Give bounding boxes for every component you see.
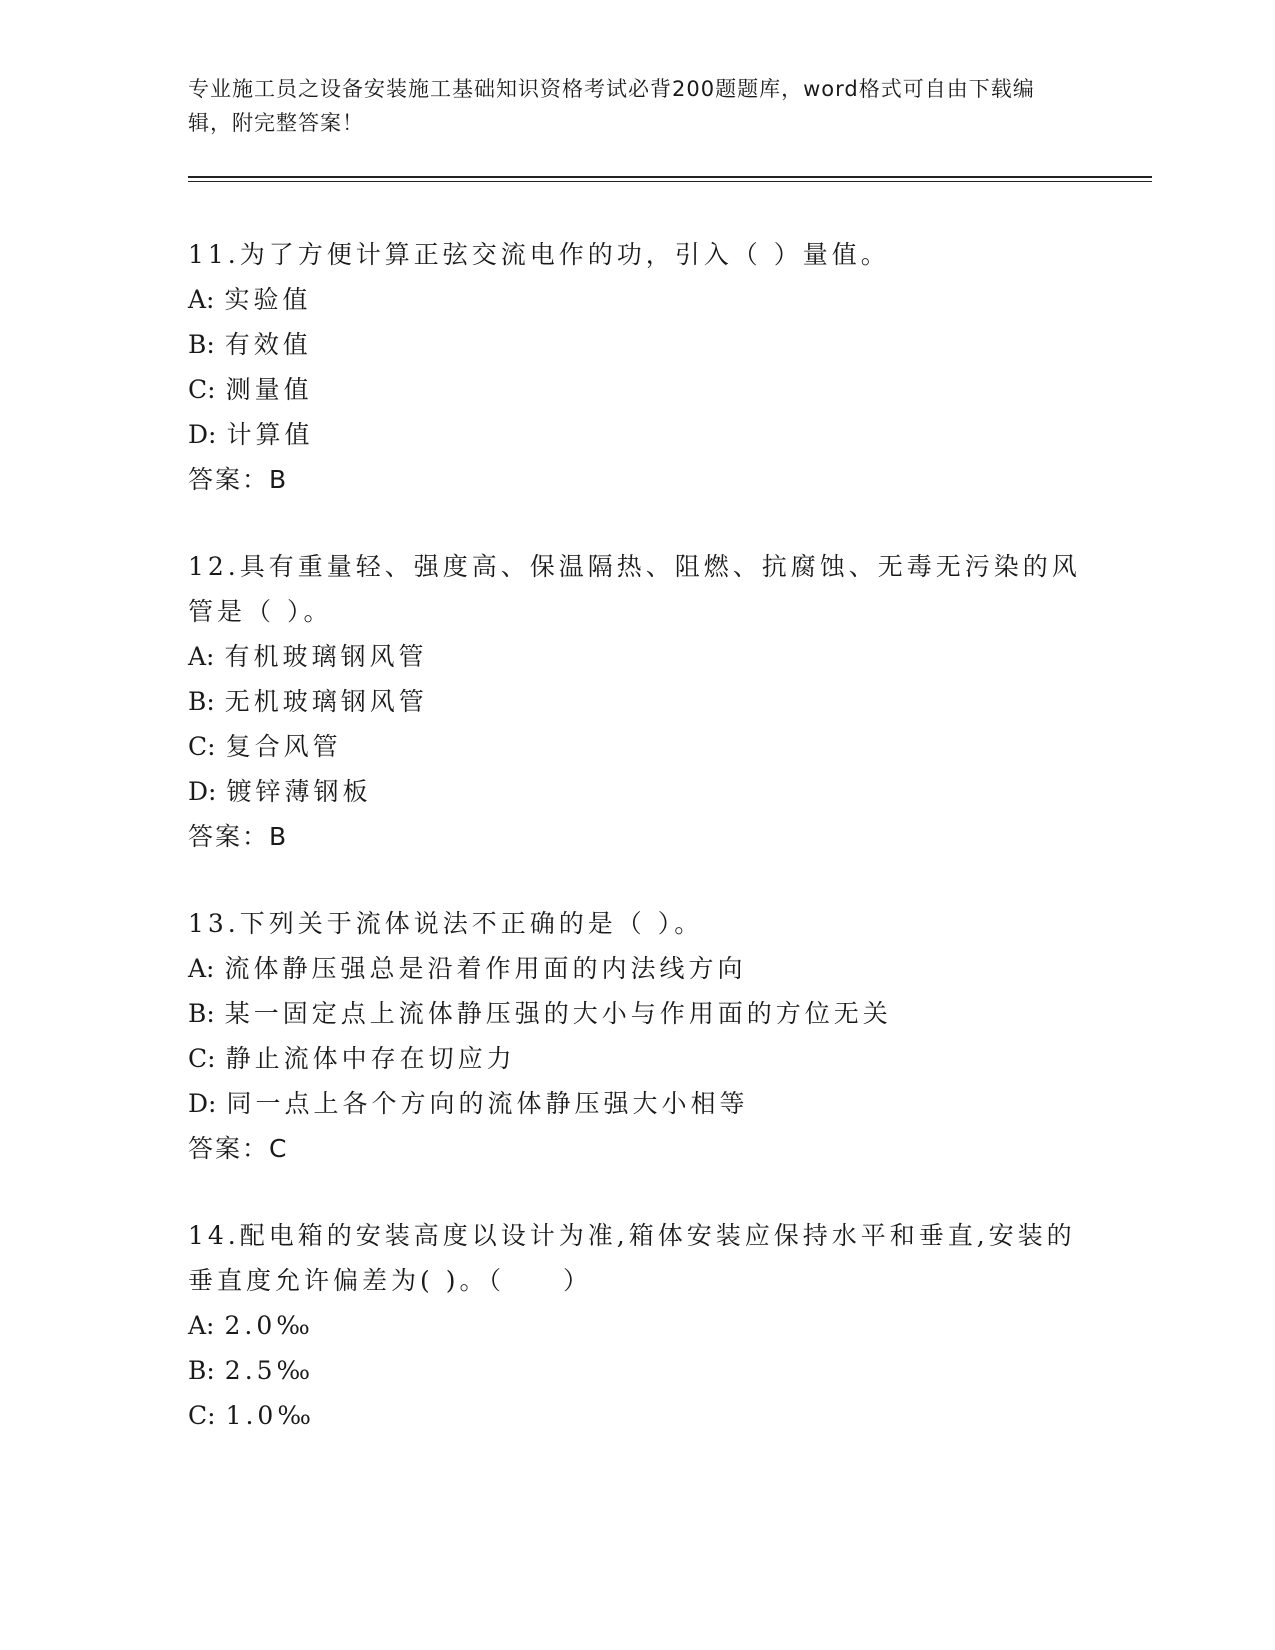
option-text: 流体静压强总是沿着作用面的内法线方向 <box>224 954 747 983</box>
option-label: B: <box>188 1356 215 1385</box>
option-label: D: <box>188 777 217 806</box>
option-text: 实验值 <box>224 285 312 314</box>
option-b <box>188 991 1088 1036</box>
option-d <box>188 1081 1088 1126</box>
document-header <box>188 72 1068 140</box>
option-text: 有机玻璃钢风管 <box>224 642 428 671</box>
question-text: 13.下列关于流体说法不正确的是（ ）。 <box>188 909 704 938</box>
option-text: 1.0‰ <box>225 1401 315 1430</box>
option-label: A: <box>188 1311 215 1340</box>
option-text: 同一点上各个方向的流体静压强大小相等 <box>226 1089 749 1118</box>
option-text: 复合风管 <box>225 732 342 761</box>
option-text: 某一固定点上流体静压强的大小与作用面的方位无关 <box>224 999 892 1028</box>
question-text: 14.配电箱的安装高度以设计为准,箱体安装应保持水平和垂直,安装的垂直度允许偏差为( )。（ ） <box>188 1221 1076 1295</box>
option-text: 计算值 <box>226 420 314 449</box>
question-13 <box>188 901 1088 1171</box>
option-label: B: <box>188 330 215 359</box>
option-c <box>188 724 1088 769</box>
option-d <box>188 412 1088 457</box>
question-text: 12.具有重量轻、强度高、保温隔热、阻燃、抗腐蚀、无毒无污染的风管是（ ）。 <box>188 552 1081 626</box>
question-list <box>188 232 1088 1480</box>
option-b <box>188 322 1088 367</box>
option-c <box>188 1036 1088 1081</box>
option-label: D: <box>188 420 217 449</box>
option-label: C: <box>188 375 216 404</box>
question-14 <box>188 1213 1088 1438</box>
option-a <box>188 634 1088 679</box>
option-label: C: <box>188 732 216 761</box>
option-label: A: <box>188 642 215 671</box>
option-label: A: <box>188 954 215 983</box>
option-a <box>188 277 1088 322</box>
document-title: 专业施工员之设备安装施工基础知识资格考试必背200题题库，word格式可自由下载编辑，附完整答案！ <box>188 77 1035 135</box>
option-d <box>188 769 1088 814</box>
option-text: 镀锌薄钢板 <box>226 777 372 806</box>
option-text: 2.5‰ <box>224 1356 315 1385</box>
option-text: 无机玻璃钢风管 <box>224 687 428 716</box>
answer: 答案：B <box>188 822 289 851</box>
option-label: A: <box>188 285 215 314</box>
option-b <box>188 679 1088 724</box>
option-c <box>188 367 1088 412</box>
option-label: C: <box>188 1401 216 1430</box>
question-11 <box>188 232 1088 502</box>
option-label: B: <box>188 687 215 716</box>
option-a <box>188 1303 1088 1348</box>
option-text: 有效值 <box>224 330 312 359</box>
header-rule-thick <box>188 176 1152 178</box>
option-label: D: <box>188 1089 217 1118</box>
header-rule-thin <box>188 181 1152 182</box>
option-text: 静止流体中存在切应力 <box>225 1044 516 1073</box>
option-a <box>188 946 1088 991</box>
question-text: 11.为了方便计算正弦交流电作的功，引入（ ）量值。 <box>188 240 890 269</box>
option-text: 测量值 <box>225 375 313 404</box>
option-label: B: <box>188 999 215 1028</box>
option-b <box>188 1348 1088 1393</box>
option-label: C: <box>188 1044 216 1073</box>
question-12 <box>188 544 1088 859</box>
option-c <box>188 1393 1088 1438</box>
answer: 答案：C <box>188 1134 289 1163</box>
answer: 答案：B <box>188 465 289 494</box>
option-text: 2.0‰ <box>224 1311 314 1340</box>
